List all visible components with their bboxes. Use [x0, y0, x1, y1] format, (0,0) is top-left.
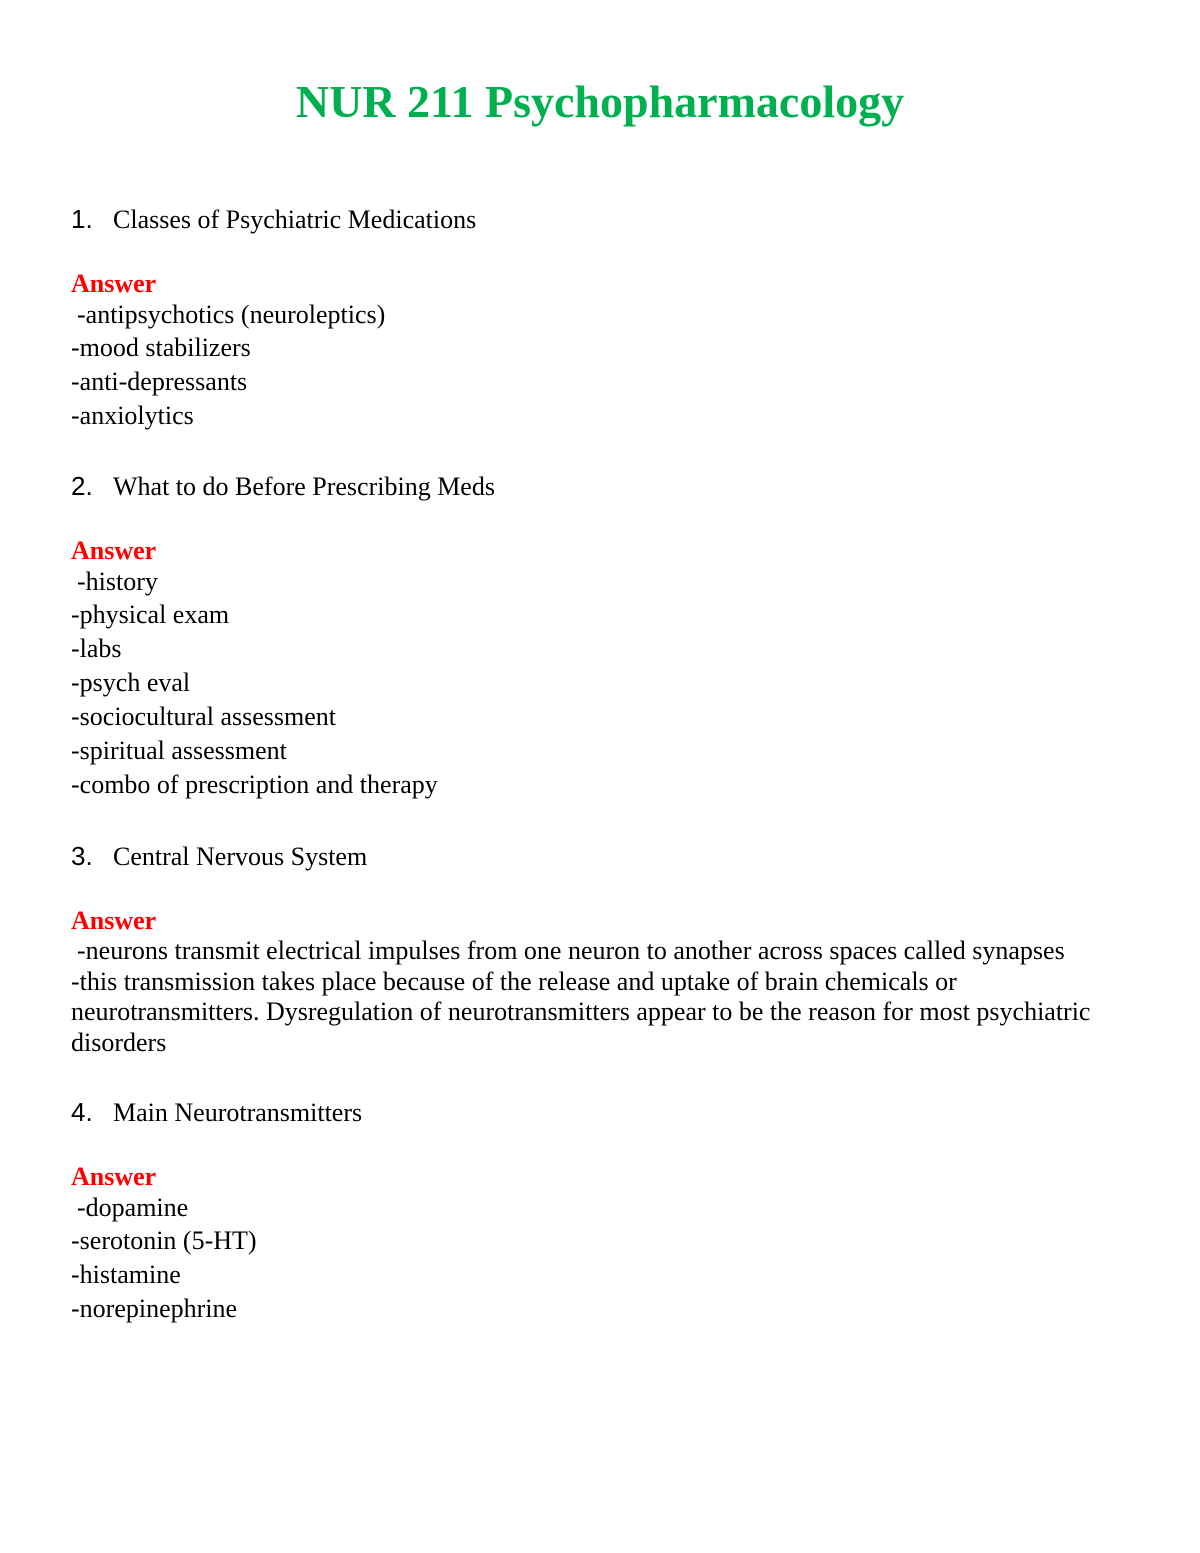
answer-line: -neurons transmit electrical impulses from one neuron to another across spaces called synapses — [77, 936, 1065, 965]
question-text: Central Nervous System — [113, 842, 368, 871]
answer-list — [71, 299, 1131, 433]
answer-line: neurotransmitters. Dysregulation of neurotransmitters appear to be the reason for most psychiatric — [71, 997, 1091, 1026]
answer-item: -histamine — [71, 1260, 181, 1289]
answer-item: -labs — [71, 634, 122, 663]
answer-line: -this transmission takes place because of the release and uptake of brain chemicals or — [71, 966, 957, 996]
answer-item: -serotonin (5-HT) — [71, 1226, 257, 1255]
question-1 — [71, 204, 1131, 433]
question-text: Main Neurotransmitters — [113, 1098, 363, 1127]
answer-item: -history — [77, 567, 158, 596]
question-3 — [71, 841, 1131, 1058]
question-heading — [71, 471, 1131, 502]
answer-label: Answer — [71, 269, 157, 298]
question-2 — [71, 471, 1131, 802]
answer-label: Answer — [71, 906, 157, 935]
answer-line: disorders — [71, 1027, 167, 1057]
answer-item: -psych eval — [71, 668, 191, 697]
question-number: 4. — [71, 1097, 93, 1127]
question-number: 1. — [71, 204, 93, 234]
question-4 — [71, 1097, 1131, 1326]
answer-item: -anti-depressants — [71, 367, 248, 396]
answer-item: -norepinephrine — [71, 1294, 238, 1323]
question-heading — [71, 204, 1131, 235]
answer-item: -mood stabilizers — [71, 333, 251, 362]
question-text: What to do Before Prescribing Meds — [113, 472, 495, 501]
answer-item: -dopamine — [77, 1193, 189, 1222]
question-heading — [71, 841, 1131, 872]
answer-label: Answer — [71, 536, 157, 565]
answer-paragraph — [71, 936, 1131, 1058]
answer-list — [71, 566, 1131, 802]
question-text: Classes of Psychiatric Medications — [113, 205, 477, 234]
answer-item: -combo of prescription and therapy — [71, 770, 438, 799]
answer-item: -physical exam — [71, 600, 230, 629]
answer-item: -sociocultural assessment — [71, 702, 336, 731]
question-number: 3. — [71, 841, 93, 871]
question-number: 2. — [71, 471, 93, 501]
document-title: NUR 211 Psychopharmacology — [295, 76, 905, 127]
answer-label: Answer — [71, 1162, 157, 1191]
answer-item: -anxiolytics — [71, 401, 194, 430]
question-heading — [71, 1097, 1131, 1128]
answer-item: -antipsychotics (neuroleptics) — [77, 300, 386, 329]
answer-item: -spiritual assessment — [71, 736, 287, 765]
answer-list — [71, 1192, 1131, 1326]
